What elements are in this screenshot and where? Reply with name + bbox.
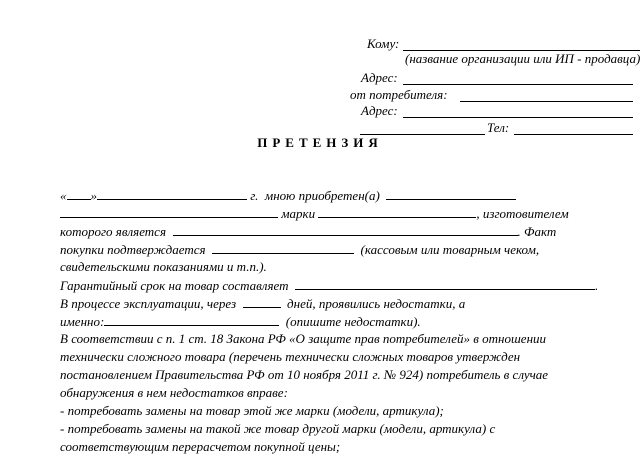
paragraph-line-2: технически сложного товара (перечень технически сложных товаров утвержден <box>60 349 521 364</box>
proof-text: покупки подтверждается <box>60 242 206 257</box>
paragraph-line-7: соответствующим перерасчетом покупной цены; <box>60 439 341 454</box>
namely-text: именно: <box>60 314 105 329</box>
address2-field-line[interactable] <box>403 103 633 118</box>
paragraph-line-1: В соответствии с п. 1 ст. 18 Закона РФ «О защите прав потребителей» в отношении <box>60 331 547 346</box>
document-title: ПРЕТЕНЗИЯ <box>257 135 383 150</box>
phone-prefix-line[interactable] <box>360 120 485 135</box>
year-label: г. <box>250 188 259 203</box>
paragraph-line-6: - потребовать замены на такой же товар другой марки (модели, артикула) с <box>60 421 496 436</box>
warranty-end: . <box>595 278 599 293</box>
from-label: от потребителя: <box>350 87 448 102</box>
usage-text: В процессе эксплуатации, через <box>60 296 237 311</box>
body-line-3 <box>60 222 620 240</box>
from-field-line[interactable] <box>460 87 633 102</box>
product-field-2[interactable] <box>60 204 278 218</box>
maker-text: которого является <box>60 224 166 239</box>
describe-note: (опишите недостатки). <box>285 314 421 329</box>
tel-label: Тел: <box>487 120 510 135</box>
address2-row <box>300 103 640 121</box>
proof-paren: (кассовым или товарным чеком, <box>360 242 540 257</box>
fact-label: . Факт <box>517 224 557 239</box>
body-line-7 <box>60 294 620 312</box>
paragraph-line-5: - потребовать замены на товар этой же марки (модели, артикула); <box>60 403 444 418</box>
body-line-4 <box>60 240 620 258</box>
to-label: Кому: <box>367 36 400 51</box>
body-line-8 <box>60 312 620 330</box>
paragraph-line-4: обнаружения в нем недостатков вправе: <box>60 385 288 400</box>
claim-body <box>60 186 620 456</box>
address-label: Адрес: <box>361 70 398 85</box>
quote-close: » <box>90 188 97 203</box>
proof-field[interactable] <box>212 240 354 254</box>
brand-label: марки <box>281 206 316 221</box>
tel-field-line[interactable] <box>514 120 633 135</box>
address2-label: Адрес: <box>361 103 398 118</box>
maker-field[interactable] <box>173 222 518 236</box>
body-line-2 <box>60 204 620 222</box>
to-field-line[interactable] <box>403 36 640 51</box>
quote-open: « <box>60 188 67 203</box>
maker-label: , изготовителем <box>476 206 569 221</box>
body-line-1 <box>60 186 620 204</box>
paragraph-line-3: постановлением Правительства РФ от 10 ноября 2011 г. № 924) потребитель в случае <box>60 367 549 382</box>
days-field[interactable] <box>243 294 281 308</box>
brand-field[interactable] <box>318 204 476 218</box>
body-line-5 <box>60 258 620 276</box>
purchased-text: мною приобретен(а) <box>264 188 380 203</box>
body-line-6 <box>60 276 620 294</box>
address-field-line[interactable] <box>403 70 633 85</box>
defects-field[interactable] <box>104 312 279 326</box>
warranty-text: Гарантийный срок на товар составляет <box>60 278 289 293</box>
month-field[interactable] <box>97 186 247 200</box>
product-field[interactable] <box>386 186 516 200</box>
defects-text: дней, проявились недостатки, а <box>287 296 466 311</box>
address-row <box>300 70 640 88</box>
org-note: (название организации или ИП - продавца) <box>405 51 640 66</box>
proof-paren-2: свидетельскими показаниями и т.п.). <box>60 259 267 274</box>
warranty-field[interactable] <box>295 276 595 290</box>
day-field[interactable] <box>67 186 91 200</box>
